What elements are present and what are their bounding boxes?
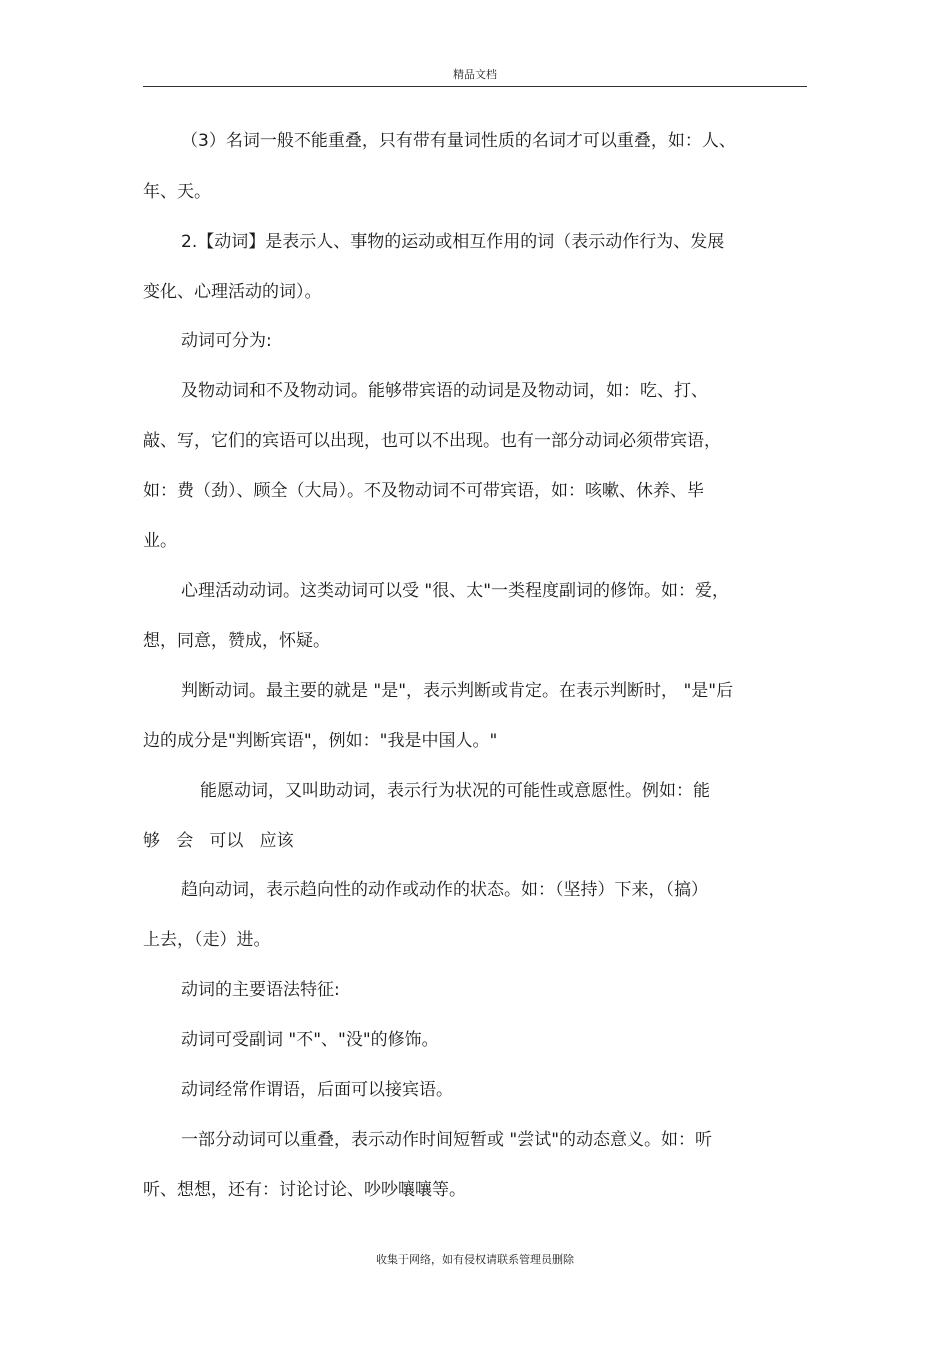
page-header: 精品文档 [453,68,497,81]
text-line: 动词可分为: [181,331,272,351]
text-line: 敲、写，它们的宾语可以出现，也可以不出现。也有一部分动词必须带宾语， [143,431,721,451]
text-line: 边的成分是"判断宾语"，例如："我是中国人。" [143,731,498,751]
text-line: 动词经常作谓语，后面可以接宾语。 [181,1080,453,1100]
text-line: 一部分动词可以重叠，表示动作时间短暂或 "尝试"的动态意义。如：听 [181,1130,713,1150]
text-line: 如：费（劲）、顾全（大局）。不及物动词不可带宾语，如：咳嗽、休养、毕 [143,481,704,501]
text-line: 变化、心理活动的词）。 [143,282,322,302]
text-line: （3）名词一般不能重叠，只有带有量词性质的名词才可以重叠，如：人、 [181,131,736,151]
text-line: 趋向动词，表示趋向性的动作或动作的状态。如：（坚持）下来，（搞） [181,880,708,900]
header-divider [143,86,807,87]
text-line: 判断动词。最主要的就是 "是"，表示判断或肯定。在表示判断时， "是"后 [181,681,734,701]
text-line: 动词的主要语法特征: [181,980,340,1000]
text-line: 想，同意，赞成，怀疑。 [143,631,330,651]
text-line: 年、天。 [143,182,211,202]
text-line: 业。 [143,531,177,551]
page-footer: 收集于网络，如有侵权请联系管理员删除 [376,1253,574,1266]
text-line: 能愿动词，又叫助动词，表示行为状况的可能性或意愿性。例如：能 [200,781,710,801]
text-line: 动词可受副词 "不"、"没"的修饰。 [181,1030,439,1050]
text-line: 上去，（走）进。 [143,930,271,950]
text-line: 听、想想，还有：讨论讨论、吵吵嚷嚷等。 [143,1180,466,1200]
text-line: 够 会 可以 应该 [143,831,294,851]
text-line: 心理活动动词。这类动词可以受 "很、太"一类程度副词的修饰。如：爱， [181,581,730,601]
text-line: 及物动词和不及物动词。能够带宾语的动词是及物动词，如：吃、打、 [181,381,708,401]
text-line: 2.【动词】是表示人、事物的运动或相互作用的词（表示动作行为、发展 [181,232,725,252]
